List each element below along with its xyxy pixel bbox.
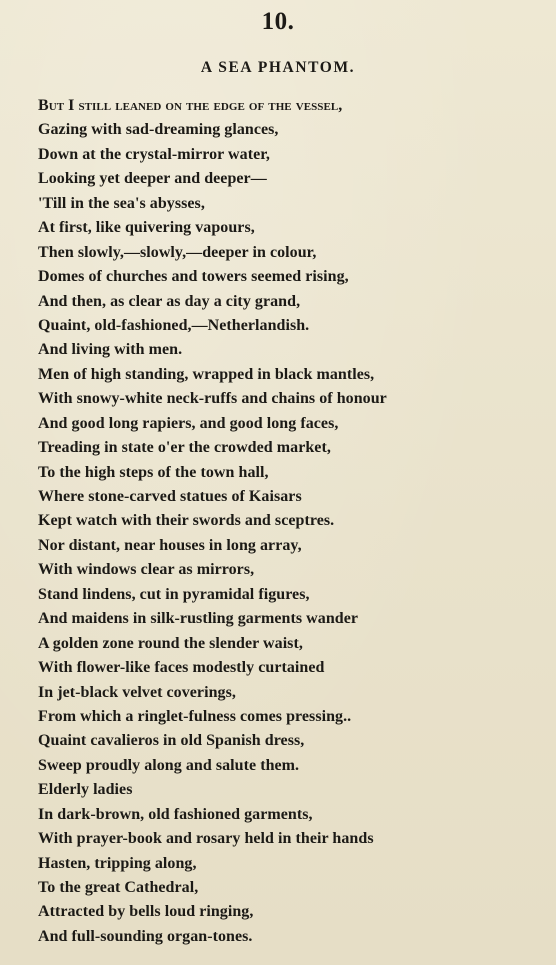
poem-line: And then, as clear as day a city grand, [38, 292, 301, 310]
poem-line: With prayer-book and rosary held in their hands [38, 830, 374, 848]
poem-line: Men of high standing, wrapped in black mantles, [38, 365, 375, 383]
poem-line: Attracted by bells loud ringing, [38, 903, 254, 921]
poem-line: With windows clear as mirrors, [38, 561, 255, 579]
poem-line: To the great Cathedral, [38, 879, 199, 896]
poem-line: A golden zone round the slender waist, [38, 634, 303, 652]
poem-line: And full-sounding organ-tones. [38, 927, 253, 945]
poem-line: Then slowly,—slowly,—deeper in colour, [38, 243, 317, 261]
poem-body [38, 94, 556, 949]
poem-line: Gazing with sad-dreaming glances, [38, 121, 279, 139]
poem-line: And living with men. [38, 341, 183, 359]
poem-line: Quaint, old-fashioned,—Netherlandish. [38, 316, 310, 334]
poem-line: Quaint cavalieros in old Spanish dress, [38, 732, 305, 750]
poem-line: Kept watch with their swords and sceptres. [38, 512, 335, 530]
poem-line: And maidens in silk-rustling garments wander [38, 610, 359, 628]
page-number: 10. [261, 8, 295, 35]
poem-title: A SEA PHANTOM. [200, 59, 356, 76]
poem-line: With snowy-white neck-ruffs and chains of honour [38, 390, 387, 408]
poem-line: Domes of churches and towers seemed rising, [38, 268, 349, 286]
poem-line: With flower-like faces modestly curtained [38, 659, 325, 677]
poem-line: To the high steps of the town hall, [38, 463, 269, 481]
poem-line: Elderly ladies [38, 781, 133, 799]
poem-line: Nor distant, near houses in long array, [38, 536, 302, 554]
poem-line: In dark-brown, old fashioned garments, [38, 805, 313, 823]
poem-line: At first, like quivering vapours, [38, 219, 255, 237]
poem-line: From which a ringlet-fulness comes pressing.. [38, 707, 352, 725]
poem-line: 'Till in the sea's abysses, [38, 194, 205, 212]
poem-line: Hasten, tripping along, [38, 854, 197, 872]
poem-line: Stand lindens, cut in pyramidal figures, [38, 585, 310, 603]
poem-line: Looking yet deeper and deeper— [38, 170, 267, 188]
poem-line: Where stone-carved statues of Kaisars [38, 488, 302, 505]
poem-line: Sweep proudly along and salute them. [38, 756, 300, 774]
poem-line: But I still leaned on the edge of the vessel, [38, 97, 343, 114]
poem-line: In jet-black velvet coverings, [38, 683, 236, 701]
poem-line: Treading in state o'er the crowded market, [38, 439, 331, 457]
poem-line: Down at the crystal-mirror water, [38, 145, 270, 163]
poem-line: And good long rapiers, and good long faces, [38, 414, 339, 432]
